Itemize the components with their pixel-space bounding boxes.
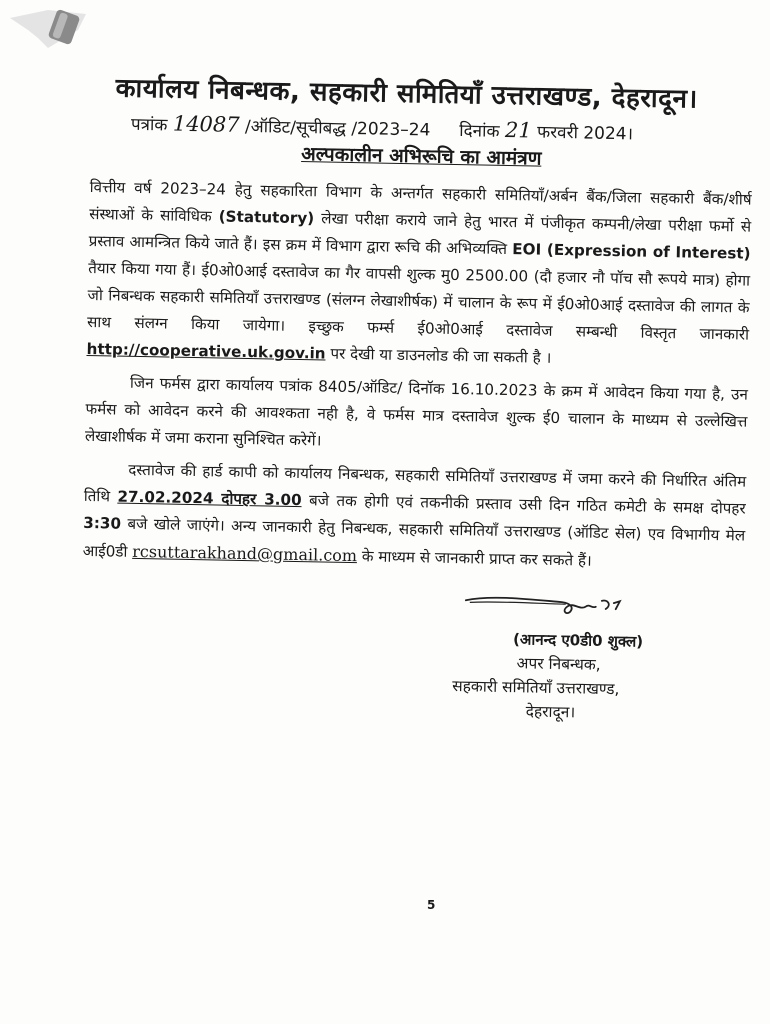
date-prefix: दिनांक	[459, 121, 500, 142]
paragraph-intro	[86, 174, 752, 376]
staple-mark	[8, 8, 88, 52]
ref-path: /ऑडिट/सूचीबद्ध /2023–24	[244, 116, 431, 141]
ref-number: 14087	[172, 111, 240, 137]
submission-text-1: दस्तावेज की हार्ड कापी को कार्यालय निबन्धक, सहकारी समितियॉं उत्तराखण्ड में जमा करने की निर्धारित अंतिम तिथि	[83, 460, 747, 506]
date-rest: फरवरी 2024।	[536, 122, 634, 145]
letter-body	[80, 68, 754, 726]
statutory-term: (Statutory)	[218, 207, 315, 228]
intro-text-3: तैयार किया गया हैं। ई0ओ0आई दस्तावेज का गैर वापसी शुल्क मु0 2500.00 (दौ हजार नौ पॉच सौ रूपये मात्र) होगा जो निबन्धक सहकारी समितियॉं उत्तराखण्ड (संलग्न लेखाशीर्षक) में चालान के रूप में ई0ओ0आई दस्तावेज की लागत के साथ संलग्न किया जायेगा। इच्छुक फर्म्स ई0ओ0आई दस्तावेज सम्बन्धी विस्तृत जानकारी	[86, 258, 751, 344]
signatory-name: (आनन्द ए0डी0 शुक्ल)	[512, 630, 644, 651]
intro-text-1: वित्तीय वर्ष 2023–24 हेतु सहकारिता विभाग के अन्तर्गत सहकारी समितियॉं/अर्बन बैंक/जिला सहकारी बैंक/शीर्ष संस्थाओं के सांविधिक	[89, 177, 752, 226]
signature-block	[452, 586, 755, 726]
subject-heading: अल्पकालीन अभिरूचि का आमंत्रण	[301, 143, 542, 170]
deadline-date: 27.02.2024 दोपहर 3.00	[117, 487, 302, 510]
paragraph-previous-applicants: जिन फर्मस द्वारा कार्यालय पत्रांक 8405/ऑडिट/ दिनॉक 16.10.2023 के क्रम में आवेदन किया गया है, उन फर्मस को आवेदन करने की आवश्कता नही है, वे फर्मस मात्र दस्तावेज शुल्क ई0 चालान के माध्यम से उल्लेखित्त लेखाशीर्षक में जमा कराना सुनिश्चित करेगें।	[84, 373, 749, 450]
eoi-term: EOI (Expression of Interest)	[512, 240, 751, 263]
ref-prefix: पत्रांक	[130, 114, 168, 136]
office-title: कार्यालय निबन्धक, सहकारी समितियाँ उत्तराखण्ड, देहरादून।	[115, 73, 699, 115]
signatory-designation: अपर निबन्धक,	[516, 654, 601, 674]
handwritten-signature	[461, 586, 632, 623]
signatory-department: सहकारी समितियॉं उत्तराखण्ड,	[452, 677, 620, 699]
paragraph-submission	[82, 456, 746, 578]
submission-text-4: के माध्यम से जानकारी प्राप्त कर सकते हैं।	[356, 547, 592, 570]
date-day: 21	[504, 117, 532, 143]
website-link[interactable]: http://cooperative.uk.gov.in	[86, 339, 326, 363]
opening-time: 3:30	[83, 513, 122, 533]
intro-text-4: पर देखी या डाउनलोड की जा सकती है ।	[325, 344, 552, 367]
intro-text-2: लेखा परीक्षा कराये जाने हेतु भारत में पंजीकृत कम्पनी/लेखा परीक्षा फर्मो से प्रस्ताव आमन्त्रित किये जाते हैं। इस क्रम में विभाग द्वारा रूचि की अभिव्यक्ति	[88, 209, 752, 259]
signatory-city: देहरादून।	[525, 702, 576, 722]
submission-text-3: बजे खोले जाएंगे। अन्य जानकारी हेतु निबन्धक, सहकारी समितियॉं उत्तराखण्ड (ऑडिट सेल) एव विभागीय मेल आई0डी	[82, 514, 746, 561]
email-link[interactable]: rcsuttarakhand@gmail.com	[132, 541, 358, 566]
page-number: 5	[427, 898, 436, 912]
submission-text-2: बजे तक होगी एवं तकनीकी प्रस्ताव उसी दिन गठित कमेटी के समक्ष दोपहर	[301, 491, 746, 518]
